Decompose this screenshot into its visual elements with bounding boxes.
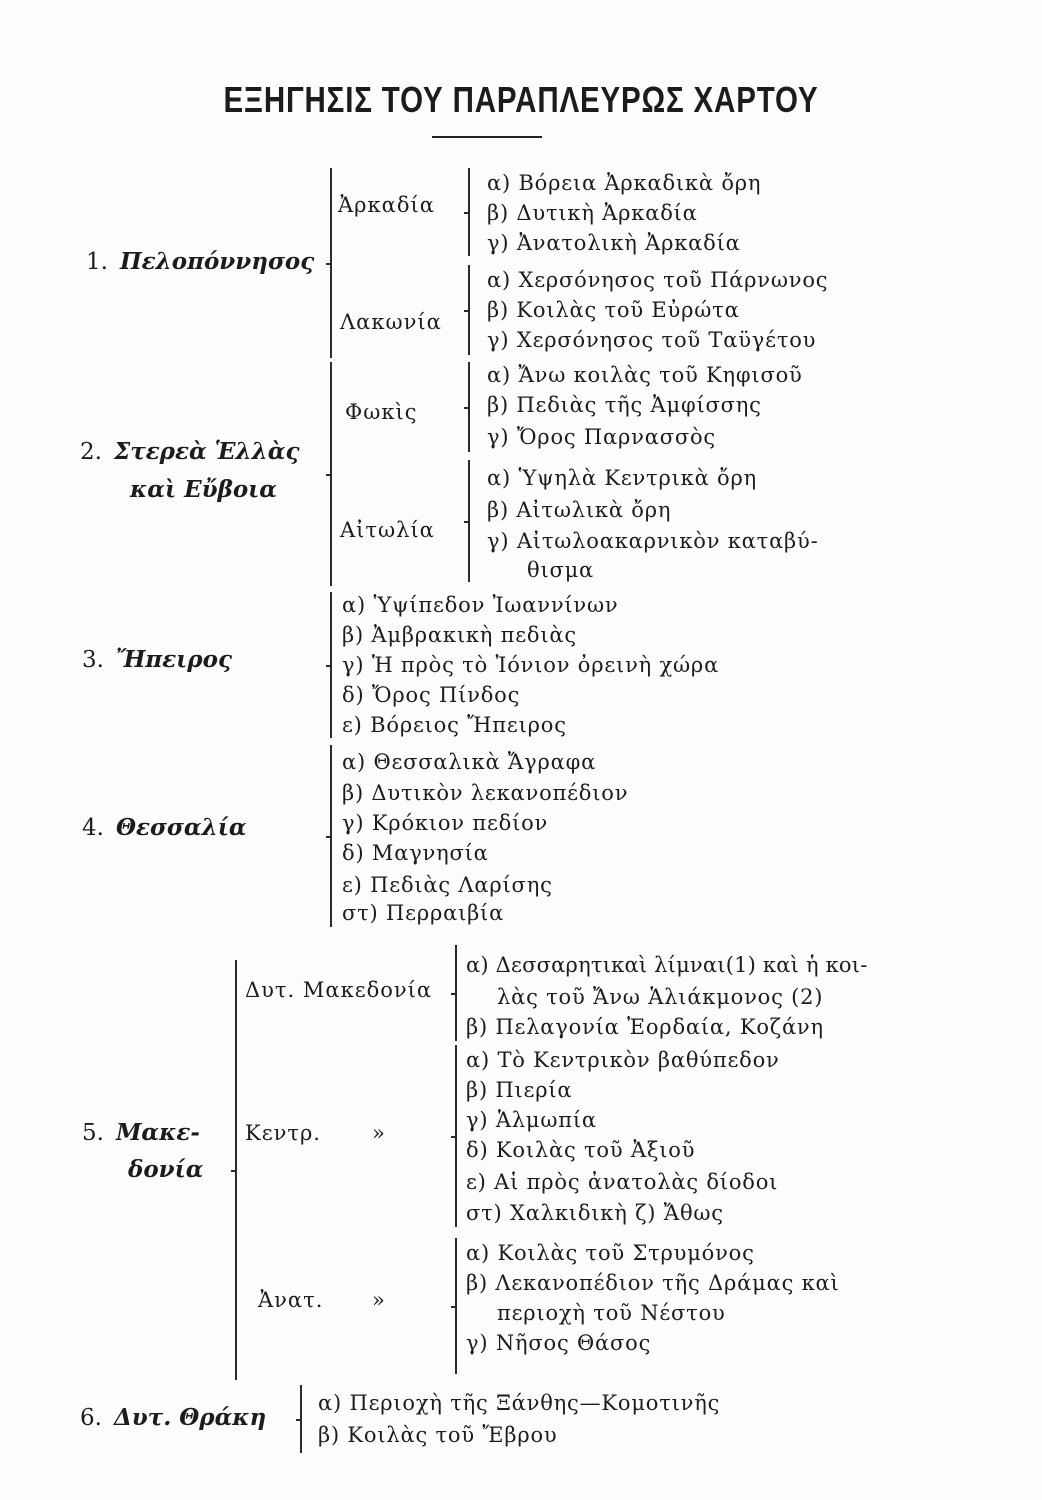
section-2-heading: [80, 437, 300, 467]
list-item: β) Δυτικὴ Ἀρκαδία: [487, 201, 698, 225]
list-item: στ) Περραιβία: [342, 901, 505, 925]
section-5-heading: [82, 1118, 200, 1148]
section-number: 6.: [80, 1405, 102, 1431]
subregion-east-macedonia-brace: [455, 1238, 463, 1374]
list-item: στ) Χαλκιδικὴ ζ) Ἄθως: [466, 1201, 724, 1225]
section-3-heading: [82, 645, 232, 675]
list-item: β) Ἀμβρακικὴ πεδιὰς: [342, 623, 577, 647]
list-item: ε) Πεδιὰς Λαρίσης: [342, 873, 553, 897]
list-item: γ) Ἡ πρὸς τὸ Ἰόνιον ὀρεινὴ χώρα: [342, 653, 720, 677]
subregion-central-macedonia-brace: [455, 1045, 463, 1227]
section-6-heading: [80, 1403, 266, 1433]
section-number: 5.: [82, 1120, 104, 1146]
list-item-continuation: θισμα: [527, 558, 595, 582]
list-item: β) Πελαγονία Ἐορδαία, Κοζάνη: [466, 1015, 824, 1039]
list-item: δ) Ὄρος Πίνδος: [342, 683, 521, 707]
section-number: 3.: [82, 647, 104, 673]
subregion-west-macedonia-brace: [455, 945, 463, 1041]
subregion-central-macedonia-label: Κεντρ.: [245, 1121, 321, 1145]
section-name: Πελοπόννησος: [119, 248, 315, 275]
subregion-aitolia-label: Αἰτωλία: [340, 518, 435, 542]
section-5-brace: [235, 960, 243, 1380]
section-2-brace: [330, 362, 338, 586]
list-item: γ) Νῆσος Θάσος: [466, 1331, 652, 1355]
subregion-lakonia-label: Λακωνία: [340, 310, 442, 334]
ditto-mark: »: [372, 1121, 386, 1145]
list-item: α) Ἄνω κοιλὰς τοῦ Κηφισοῦ: [487, 363, 803, 387]
list-item: γ) Ἀνατολικὴ Ἀρκαδία: [487, 231, 741, 255]
section-4-brace: [330, 745, 338, 927]
subregion-east-macedonia-label: Ἀνατ.: [258, 1288, 324, 1312]
list-item: γ) Χερσόνησος τοῦ Ταϋγέτου: [487, 328, 817, 352]
list-item: δ) Μαγνησία: [342, 841, 489, 865]
section-name: Θεσσαλία: [115, 814, 247, 841]
list-item: β) Πεδιὰς τῆς Ἀμφίσσης: [487, 393, 762, 417]
list-item: α) Τὸ Κεντρικὸν βαθύπεδον: [466, 1048, 780, 1072]
list-item: α) Χερσόνησος τοῦ Πάρνωνος: [487, 268, 829, 292]
section-4-heading: [82, 813, 247, 843]
list-item: β) Αἰτωλικὰ ὄρη: [487, 498, 672, 522]
title-underline: [432, 136, 542, 138]
list-item: γ) Ὄρος Παρνασσὸς: [487, 425, 716, 449]
section-number: 1.: [86, 249, 108, 275]
subregion-arkadia-brace: [468, 168, 476, 256]
list-item: α) Ὑψηλὰ Κεντρικὰ ὄρη: [487, 466, 758, 490]
subregion-fokis-label: Φωκὶς: [345, 400, 418, 424]
list-item: α) Θεσσαλικὰ Ἄγραφα: [342, 750, 597, 774]
list-item: γ) Κρόκιον πεδίον: [342, 811, 549, 835]
section-name-continued: καὶ Εὔβοια: [130, 476, 278, 503]
ditto-mark: »: [372, 1288, 386, 1312]
section-5-heading-line-2: [128, 1155, 203, 1185]
subregion-lakonia-brace: [468, 265, 476, 355]
list-item-continuation: περιοχὴ τοῦ Νέστου: [497, 1301, 726, 1325]
page-title: ΕΞΗΓΗΣΙΣ ΤΟΥ ΠΑΡΑΠΛΕΥΡΩΣ ΧΑΡΤΟΥ: [223, 79, 819, 120]
list-item: γ) Ἁλμωπία: [466, 1108, 597, 1132]
list-item: β) Δυτικὸν λεκανοπέδιον: [342, 781, 629, 805]
section-2-heading-line-2: [130, 475, 277, 505]
subregion-fokis-brace: [468, 362, 476, 452]
list-item: α) Περιοχὴ τῆς Ξάνθης—Κομοτινῆς: [318, 1391, 721, 1415]
list-item: γ) Αἰτωλοακαρνικὸν καταβύ-: [487, 529, 819, 553]
list-item: ε) Βόρειος Ἤπειρος: [342, 713, 567, 737]
list-item: α) Βόρεια Ἀρκαδικὰ ὄρη: [487, 171, 762, 195]
subregion-aitolia-brace: [468, 460, 476, 582]
section-name: Δυτ. Θράκη: [113, 1404, 267, 1431]
subregion-arkadia-label: Ἀρκαδία: [338, 193, 435, 217]
section-1-brace: [330, 168, 338, 358]
list-item: β) Λεκανοπέδιον τῆς Δράμας καὶ: [466, 1271, 840, 1295]
list-item: ε) Αἱ πρὸς ἀνατολὰς δίοδοι: [466, 1170, 779, 1194]
section-6-brace: [300, 1385, 308, 1453]
section-name: Μακε-: [115, 1119, 200, 1146]
section-3-brace: [330, 592, 338, 738]
section-name-continued: δονία: [128, 1156, 204, 1183]
subregion-west-macedonia-label: Δυτ. Μακεδονία: [245, 978, 433, 1002]
list-item: α) Ὑψίπεδον Ἰωαννίνων: [342, 593, 619, 617]
list-item: β) Κοιλὰς τοῦ Εὐρώτα: [487, 298, 740, 322]
list-item: α) Δεσσαρητικαὶ λίμναι(1) καὶ ἡ κοι-: [466, 953, 868, 977]
list-item: δ) Κοιλὰς τοῦ Ἀξιοῦ: [466, 1138, 696, 1162]
list-item-continuation: λὰς τοῦ Ἄνω Ἁλιάκμονος (2): [497, 985, 824, 1009]
section-number: 4.: [82, 815, 104, 841]
section-name: Ἤπειρος: [115, 646, 232, 673]
list-item: β) Πιερία: [466, 1078, 573, 1102]
list-item: β) Κοιλὰς τοῦ Ἔβρου: [318, 1423, 558, 1447]
section-number: 2.: [80, 439, 102, 465]
section-1-heading: [86, 247, 314, 277]
list-item: α) Κοιλὰς τοῦ Στρυμόνος: [466, 1241, 755, 1265]
section-name: Στερεὰ Ἑλλὰς: [113, 438, 300, 465]
